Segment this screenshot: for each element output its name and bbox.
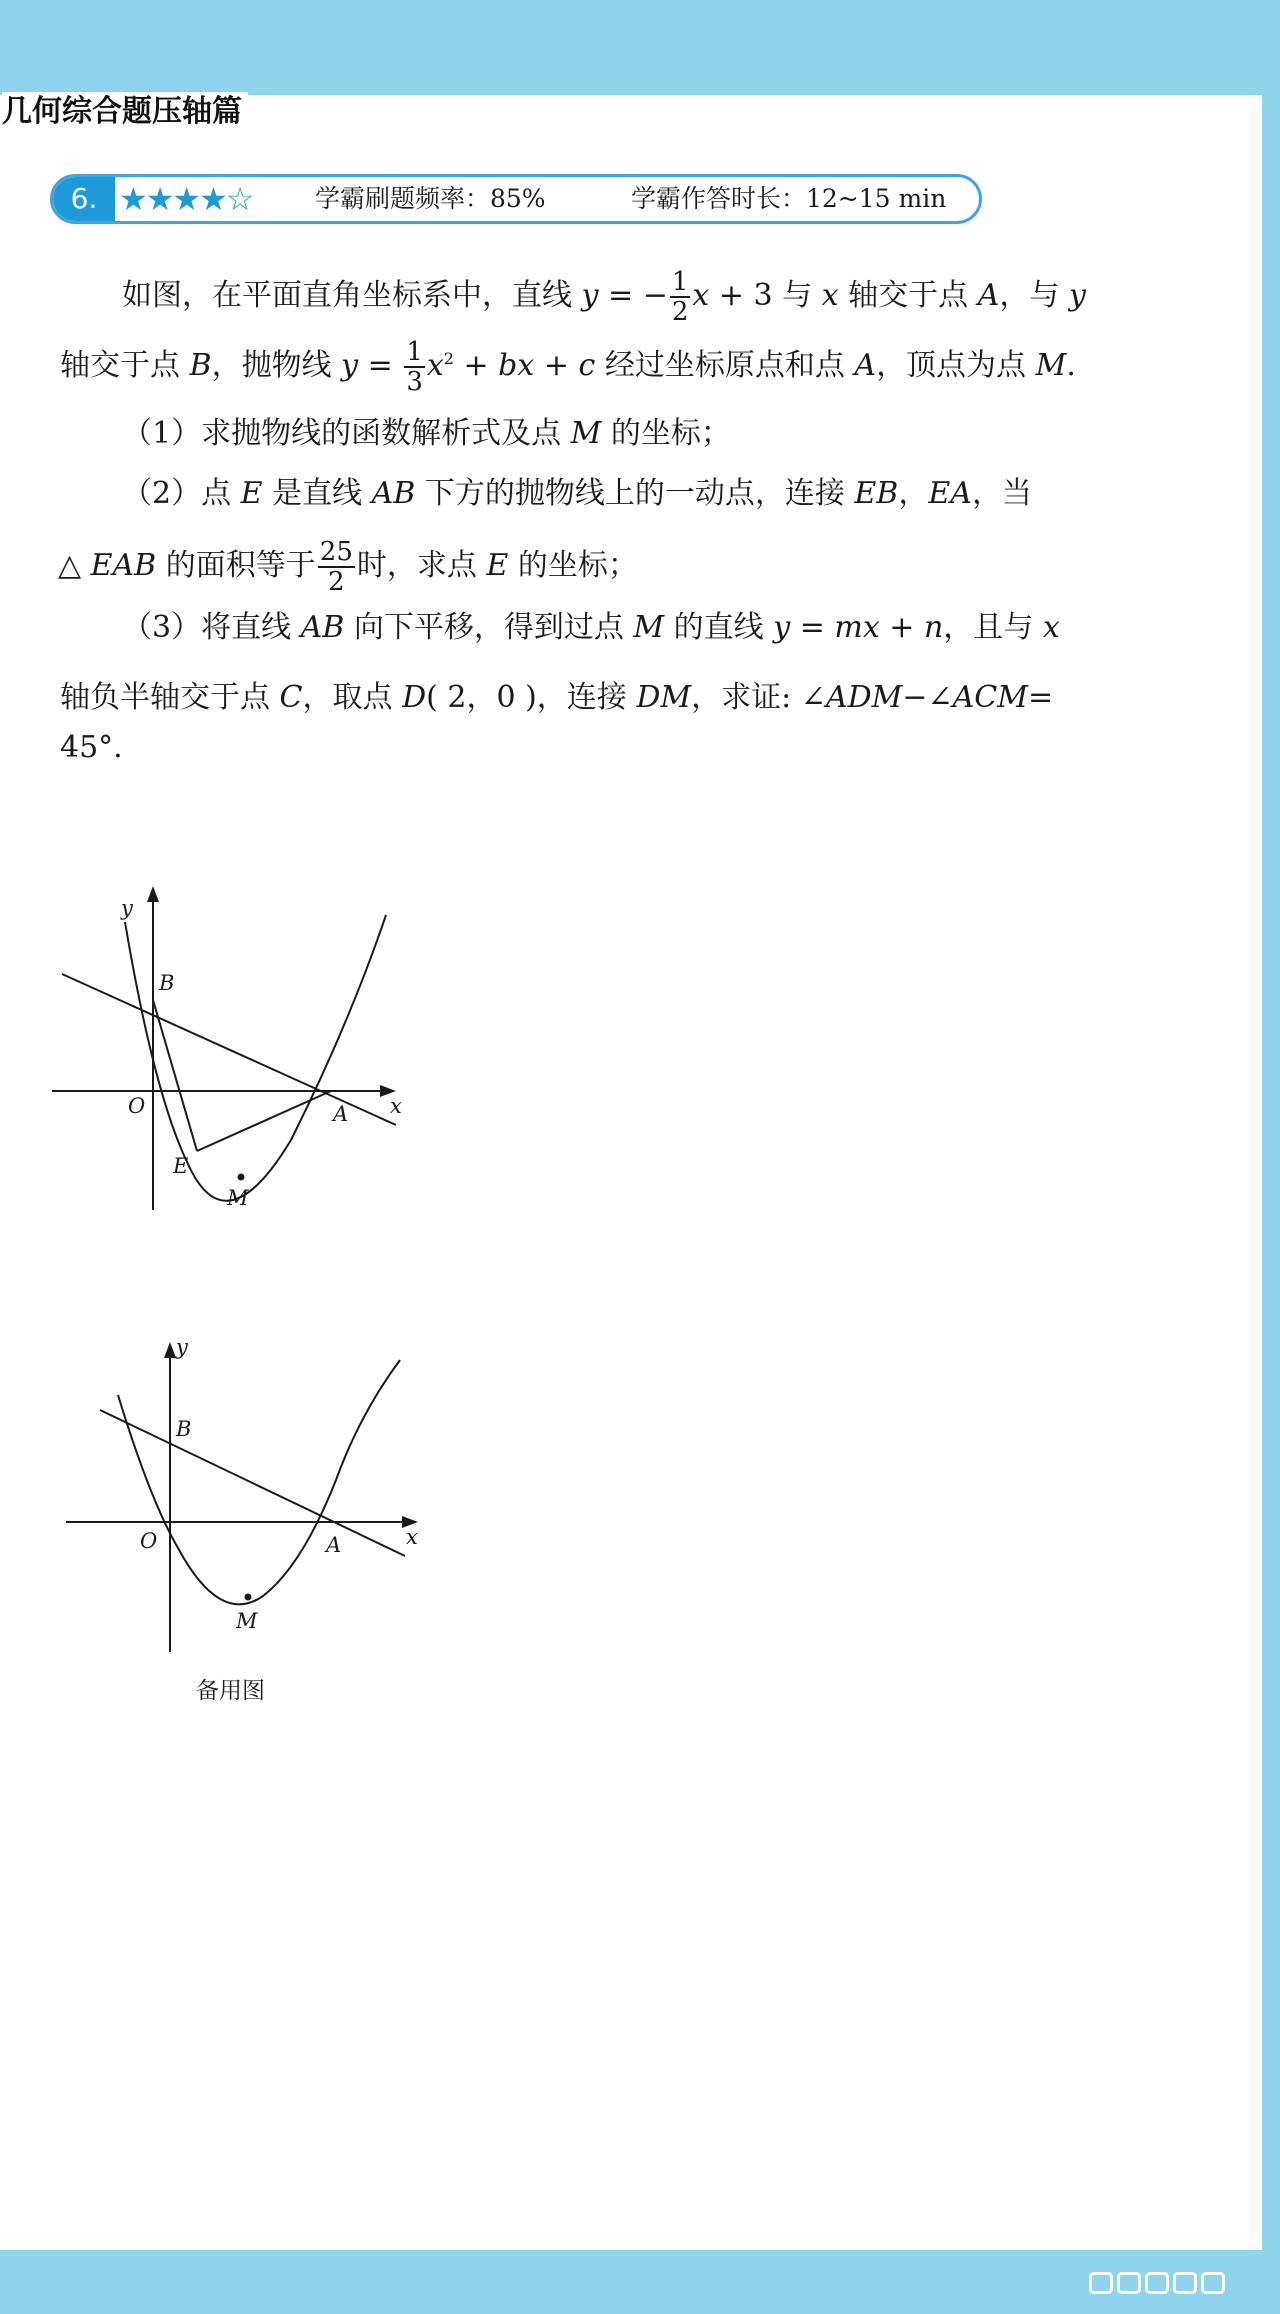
intro-text: 经过坐标原点和点 bbox=[595, 348, 855, 383]
part-1 bbox=[122, 408, 731, 452]
label-y: y bbox=[176, 1335, 188, 1359]
parabola bbox=[125, 915, 386, 1201]
parabola bbox=[118, 1360, 400, 1604]
var: x bbox=[821, 278, 839, 313]
point-D: D bbox=[402, 680, 427, 715]
duration-text: 学霸作答时长：12~15 min bbox=[631, 184, 947, 213]
part-text: 的直线 bbox=[664, 610, 774, 645]
point-E: E bbox=[486, 548, 509, 583]
part-text: 下方的抛物线上的一动点，连接 bbox=[415, 476, 855, 511]
point-M: M bbox=[1035, 348, 1067, 383]
label-O: O bbox=[128, 1094, 146, 1118]
part-text: ，且与 bbox=[943, 610, 1043, 645]
frac-num: 1 bbox=[671, 267, 689, 297]
frac-den: 3 bbox=[406, 367, 423, 397]
line-var: x bbox=[692, 278, 710, 313]
part-text: （1）求抛物线的函数解析式及点 bbox=[122, 416, 571, 451]
figure-2-caption: 备用图 bbox=[196, 1678, 265, 1704]
part-text: ，取点 bbox=[302, 680, 403, 715]
parabola-rest: + bx + c bbox=[453, 348, 596, 383]
part-text: 时，求点 bbox=[356, 548, 487, 583]
part-text: 45°. bbox=[60, 730, 123, 765]
intro-text: ，抛物线 bbox=[211, 348, 342, 383]
right-color-margin bbox=[1262, 0, 1280, 2314]
line-const: + 3 bbox=[709, 278, 783, 313]
parabola-var: x bbox=[426, 348, 444, 383]
label-A: A bbox=[326, 1533, 342, 1557]
figure-1 bbox=[50, 880, 430, 1220]
segment-EB: EB bbox=[854, 476, 899, 511]
intro-text: 如图，在平面直角坐标系中，直线 bbox=[122, 278, 582, 313]
part-text: ， bbox=[898, 476, 929, 511]
part-text: 的坐标； bbox=[601, 416, 731, 451]
label-y: y bbox=[121, 896, 133, 920]
square-icon bbox=[1117, 2272, 1141, 2294]
segment-DM: DM bbox=[636, 680, 692, 715]
intro-text: 轴交于点 bbox=[60, 348, 190, 383]
segment-AB: AB bbox=[371, 476, 416, 511]
parabola-exponent: 2 bbox=[443, 349, 454, 368]
y-axis-arrow-icon bbox=[164, 1342, 176, 1358]
segment-EA bbox=[197, 1091, 331, 1151]
frequency-text: 学霸刷题频率：85% bbox=[315, 184, 546, 213]
segment-AB: AB bbox=[300, 610, 345, 645]
part-2-line-2 bbox=[58, 538, 638, 596]
point-E: E bbox=[240, 476, 263, 511]
frac-den: 2 bbox=[328, 567, 345, 597]
point-M-dot bbox=[238, 1174, 245, 1181]
part-3-line-3 bbox=[60, 730, 123, 765]
frac-num: 25 bbox=[319, 537, 353, 567]
angle-expression: ∠ADM−∠ACM= bbox=[800, 680, 1054, 715]
intro-line-1 bbox=[122, 268, 1086, 326]
var: x bbox=[1042, 610, 1060, 645]
parabola-lhs: y bbox=[341, 348, 359, 383]
line-eq: = − bbox=[598, 278, 668, 313]
part-text: ，求证: bbox=[691, 680, 801, 715]
label-A: A bbox=[333, 1102, 349, 1126]
part-3-line-2 bbox=[60, 672, 1053, 716]
frac-den: 2 bbox=[671, 297, 689, 327]
label-E: E bbox=[173, 1154, 189, 1178]
section-title: 几何综合题压轴篇 bbox=[2, 92, 248, 132]
intro-text: 与 bbox=[782, 278, 822, 313]
question-header-bar bbox=[50, 174, 982, 224]
frac-num: 1 bbox=[406, 337, 423, 367]
page-indicator-icon bbox=[1085, 2268, 1225, 2298]
part-text: ，当 bbox=[971, 476, 1032, 511]
intro-text: ，顶点为点 bbox=[876, 348, 1036, 383]
line-equation: y = mx + n bbox=[773, 610, 944, 645]
label-O: O bbox=[140, 1529, 158, 1553]
point-M: M bbox=[570, 416, 602, 451]
y-axis-arrow-icon bbox=[147, 886, 159, 902]
parabola-eq: = bbox=[358, 348, 403, 383]
line-lhs: y bbox=[581, 278, 599, 313]
part-text: 的坐标； bbox=[508, 548, 638, 583]
square-icon bbox=[1201, 2272, 1225, 2294]
var: y bbox=[1068, 278, 1086, 313]
point-M: M bbox=[633, 610, 665, 645]
segment-EB bbox=[153, 1000, 197, 1151]
square-icon bbox=[1089, 2272, 1113, 2294]
label-x: x bbox=[406, 1525, 418, 1549]
triangle-symbol: △ bbox=[58, 548, 91, 583]
point-A: A bbox=[854, 348, 877, 383]
part-text: 是直线 bbox=[262, 476, 372, 511]
part-2-line-1 bbox=[122, 468, 1032, 512]
segment-EA: EA bbox=[928, 476, 972, 511]
label-x: x bbox=[390, 1094, 402, 1118]
label-B: B bbox=[176, 1417, 192, 1441]
label-M: M bbox=[236, 1609, 258, 1633]
point-B: B bbox=[189, 348, 212, 383]
part-3-line-1 bbox=[122, 602, 1060, 646]
label-B: B bbox=[159, 971, 175, 995]
part-text: 向下平移，得到过点 bbox=[344, 610, 634, 645]
intro-text: ，与 bbox=[999, 278, 1069, 313]
point-A: A bbox=[977, 278, 1000, 313]
triangle-EAB: EAB bbox=[90, 548, 157, 583]
square-icon bbox=[1145, 2272, 1169, 2294]
part-text: 的面积等于 bbox=[156, 548, 316, 583]
point-C: C bbox=[279, 680, 303, 715]
line-fraction bbox=[670, 268, 691, 326]
question-number: 6. bbox=[53, 177, 115, 221]
point-D-coords: ( 2，0 )，连接 bbox=[426, 680, 637, 715]
parabola-fraction bbox=[404, 338, 425, 396]
part-text: （3）将直线 bbox=[122, 610, 301, 645]
part-text: 轴负半轴交于点 bbox=[60, 680, 280, 715]
top-color-band bbox=[0, 0, 1280, 95]
label-M: M bbox=[227, 1186, 249, 1210]
part-text: （2）点 bbox=[122, 476, 241, 511]
figure-2 bbox=[60, 1330, 440, 1670]
square-icon bbox=[1173, 2272, 1197, 2294]
point-M-dot bbox=[245, 1594, 252, 1601]
intro-line-2 bbox=[60, 338, 1076, 396]
period: . bbox=[1066, 348, 1076, 383]
area-fraction bbox=[318, 538, 355, 596]
intro-text: 轴交于点 bbox=[838, 278, 978, 313]
difficulty-stars-icon: ★★★★☆ bbox=[119, 180, 253, 218]
